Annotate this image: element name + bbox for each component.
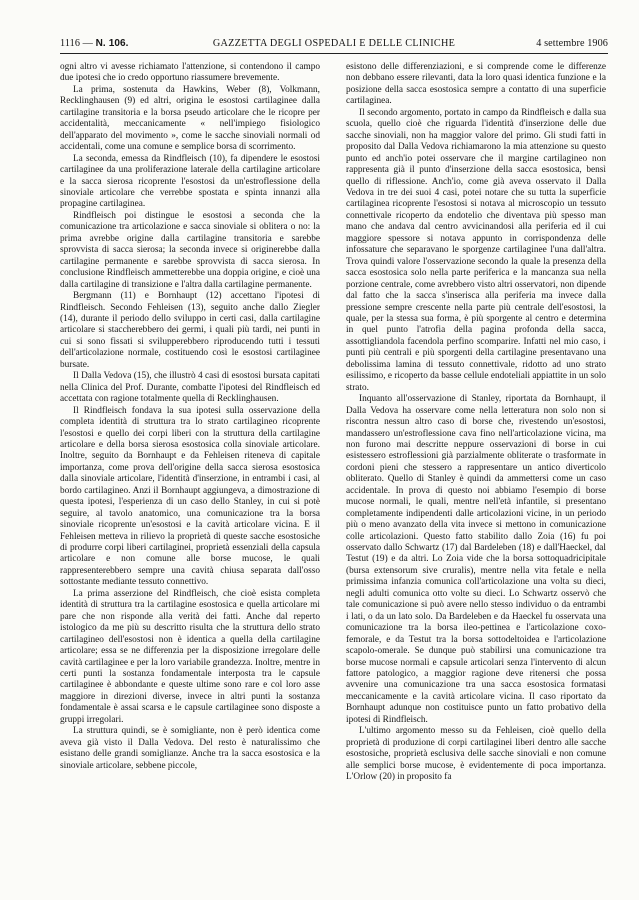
paragraph: La prima asserzione del Rindfleisch, che cioè esista completa identità di struttura tra la cartilagine esostosica e quella articolare mi pare che non risponde alla verità dei fatti. Anche dal reperto istologico da me più su descritto risulta che la struttura dello strato cartilagineo dell'esostosi non è identica a quella della cartilagine articolare; essa se ne differenzia per la disposizione irregolare delle cavità cartilaginee e per la loro variabile grandezza. Inoltre, mentre in certi punti la sostanza fondamentale interposta tra le capsule cartilaginee è abbondante e queste ultime sono rare e col loro asse maggiore in direzioni diverse, invece in altri punti la sostanza fondamentale è assai scarsa e le capsule cartilaginee sono disposte a gruppi irregolari. <box>60 588 320 725</box>
paragraph: La prima, sostenuta da Hawkins, Weber (8), Volkmann, Recklinghausen (9) ed altri, origina le esostosi cartilaginee dalla cartilagine transitoria e la borsa pseudo articolare che le ricopre per accidentalità, meccanicamente « nell'impiego fisiologico dell'apparato del movimento », come le sacche sinoviali normali od accidentali, come una comune e semplice borsa di scorrimento. <box>60 84 320 153</box>
issue-number: N. 106. <box>95 38 129 49</box>
page-number: 1116 — <box>60 38 93 49</box>
paragraph: Inquanto all'osservazione di Stanley, riportata da Bornhaupt, il Dalla Vedova ha osservare come nella letteratura non solo non si riscontra nessun altro caso di borse che, rivestendo un'esostosi, mandassero un'estroflessione cava fino nell'articolazione vicina, ma non furono mai descritte neppure osservazioni di borse in cui esistessero estroflessioni già parzialmente obliterate o trasformate in cordoni pieni che stessero a rappresentare un antico diverticolo obliterato. Quello di Stanley è quindi da ammettersi come un caso accidentale. In prova di questo noi abbiamo l'esempio di borse mucose normali, le quali, mentre nell'età infantile, si presentano completamente indipendenti dalle articolazioni vicine, in un periodo più o meno avanzato della vita invece si mettono in comunicazione colle articolazioni. Questo fatto stabilito dallo Zoia (16) fu poi osservato dallo Schwartz (17) dal Bardeleben (18) e dall'Haeckel, dal Testut (19) e da altri. Lo Zoia vide che la borsa sottoquadricipitale (bursa extensorum sive cruralis), mentre nella vita fetale e nella primissima infanzia comunica coll'articolazione una volta su dieci, negli adulti comunica otto volte su dieci. Lo Schwartz osservò che tale comunicazione si può avere nello stesso individuo o da entrambi i lati, o da un lato solo. Da Bardeleben e da Haeckel fu osservata una comunicazione tra la borsa ileo-pettinea e l'articolazione coxo-femorale, e da Testut tra la borsa sottodeltoidea e l'articolazione scapolo-omerale. Se dunque può stabilirsi una comunicazione tra borse mucose normali e capsule articolari senza l'intervento di alcun fattore patologico, a maggior ragione deve ritenersi che possa avvenire una comunicazione tra una sacca esostosica formatasi meccanicamente e la cavità articolare vicina. Il caso riportato da Bornhaupt adunque non costituisce punto un fatto probativo della ipotesi di Rindfleisch. <box>346 394 606 725</box>
paragraph: La struttura quindi, se è somigliante, non è però identica come aveva già visto il Dalla Vedova. Del resto è naturalissimo che esistano delle grandi somiglianze. Anche tra la sacca esostosica e la sinoviale articolare, sebbene piccole, <box>60 726 320 771</box>
running-header <box>60 38 608 52</box>
paragraph: esistono delle differenziazioni, e si comprende come le differenze non debbano essere rilevanti, data la loro quasi identica funzione e la posizione della sacca esostosica sempre a contatto di una superficie cartilaginea. <box>346 62 606 107</box>
paragraph: La seconda, emessa da Rindfleisch (10), fa dipendere le esostosi cartilaginee da una proliferazione laterale della cartilagine articolare e la sacca sierosa ricoprente l'esostosi da un'estroflessione della sinoviale articolare che verrebbe spostata e spinta innanzi alla propagine cartilaginea. <box>60 153 320 210</box>
left-column <box>60 62 320 772</box>
paragraph: Bergmann (11) e Bornhaupt (12) accettano l'ipotesi di Rindfleisch. Secondo Fehleisen (13), seguito anche dallo Ziegler (14), durante il periodo dello sviluppo in certi casi, dalla cartilagine articolare si staccherebbero dei germi, i quali più tardi, nei punti in cui si sono fissati si svilupperebbero riproducendo tutti i tessuti dell'articolazione normale, costituendo così le esostosi cartilaginee bursate. <box>60 291 320 370</box>
paragraph: Rindfleisch poi distingue le esostosi a seconda che la comunicazione tra articolazione e sacca sinoviale si oblitera o no: la prima avrebbe origine dalla cartilagine transitoria e sarebbe sprovvista di sacca sierosa; la seconda invece si originerebbe dalla cartilagine permanente e sarebbe sprovvista di sacca sierosa. In conclusione Rindfleisch ammetterebbe una doppia origine, e cioè una dalla cartilagine di transizione e l'altra dalla cartilagine permanente. <box>60 210 320 290</box>
paragraph: Il Dalla Vedova (15), che illustrò 4 casi di esostosi bursata capitati nella Clinica del Prof. Durante, combatte l'ipotesi del Rindfleisch ed accettata con ragione totalmente quella di Recklinghausen. <box>60 371 320 405</box>
journal-title: GAZZETTA DEGLI OSPEDALI E DELLE CLINICHE <box>212 38 456 49</box>
paragraph: Il Rindfleisch fondava la sua ipotesi sulla osservazione della completa identità di struttura tra lo strato cartilagineo ricoprente l'esostosi e quello dei corpi liberi con la struttura della cartilagine articolare e della borsa sierosa esostosica colla sinoviale articolare. Inoltre, seguito da Bornhaupt e da Fehleisen riteneva di capitale importanza, come prova dell'origine della sacca sierosa esostosica dalla sinoviale articolare, l'identità d'inserzione, in entrambi i casi, al bordo cartilagineo. Anzi il Bornhaupt aggiungeva, a dimostrazione di questa ipotesi, l'esperienza di un caso dello Stanley, in cui si potè seguire, al tavolo anatomico, una comunicazione tra la borsa sinoviale ricoprente un'esostosi e la cavità articolare vicina. E il Fehleisen metteva in rilievo la proprietà di queste sacche esostosiche di produrre corpi liberi cartilaginei, proprietà essenziali della capsula articolare e non comune alle borse mucose, le quali rappresenterebbero sempre una cavità chiusa separata dall'osso sottostante mediante tessuto connettivo. <box>60 405 320 588</box>
header-rule <box>60 53 608 54</box>
issue-date: 4 settembre 1906 <box>536 38 608 49</box>
paragraph: ogni altro vi avesse richiamato l'attenzione, si contendono il campo due ipotesi che io credo opportuno riassumere brevemente. <box>60 62 320 84</box>
paragraph: Il secondo argomento, portato in campo da Rindfleisch e dalla sua scuola, quello cioè che riguarda l'identità d'inserzione delle due sacche sinoviali, non ha maggior valore del primo. Gli studi fatti in proposito dal Dalla Vedova richiamarono la mia attenzione su questo punto ed anch'io potei osservare che il margine cartilagineo non rappresenta già il punto d'inserzione della sacca esostosica, bensì quello di riflessione. Anch'io, come già aveva osservato il Dalla Vedova in tre dei suoi 4 casi, potei notare che su tutta la superficie cartilaginea ricoprente l'esostosi si notava al microscopio un tessuto connettivale ricoperto da endotelio che diventava più spesso man mano che andava dal centro avvicinandosi alla periferia ed il cui maggiore spessore si notava appunto in corrispondenza delle infossature che separavano le sporgenze cartilaginee l'una dall'altra. Trova quindi valore l'osservazione secondo la quale la presenza della sacca esostosica solo nella parte periferica e la mancanza sua nella porzione centrale, come avrebbero visto altri osservatori, non dipende dal fatto che la sacca s'inserisca alla periferia ma invece dalla pressione sempre crescente nella parte più centrale dell'esostosi, la quale, per la stessa sua forma, è più sporgente al centro e determina in quel punto l'atrofia della pagina profonda della sacca, assottigliandola facendola perfino scomparire. Infatti nel mio caso, i punti più centrali e più sporgenti della cartilagine presentavano una debolissima lamina di tessuto connettivale, ridotto ad uno strato esilissimo, e ricoperto da basse cellule endoteliali appiattite in un solo strato. <box>346 107 606 393</box>
right-column <box>346 62 606 784</box>
paragraph: L'ultimo argomento messo su da Fehleisen, cioè quello della proprietà di produzione di corpi cartilaginei liberi dentro alle sacche esostosiche, proprietà esclusiva delle sacche sinoviali e non comune alle semplici borse mucose, è evidentemente di poca importanza. L'Orlow (20) in proposito fa <box>346 726 606 783</box>
